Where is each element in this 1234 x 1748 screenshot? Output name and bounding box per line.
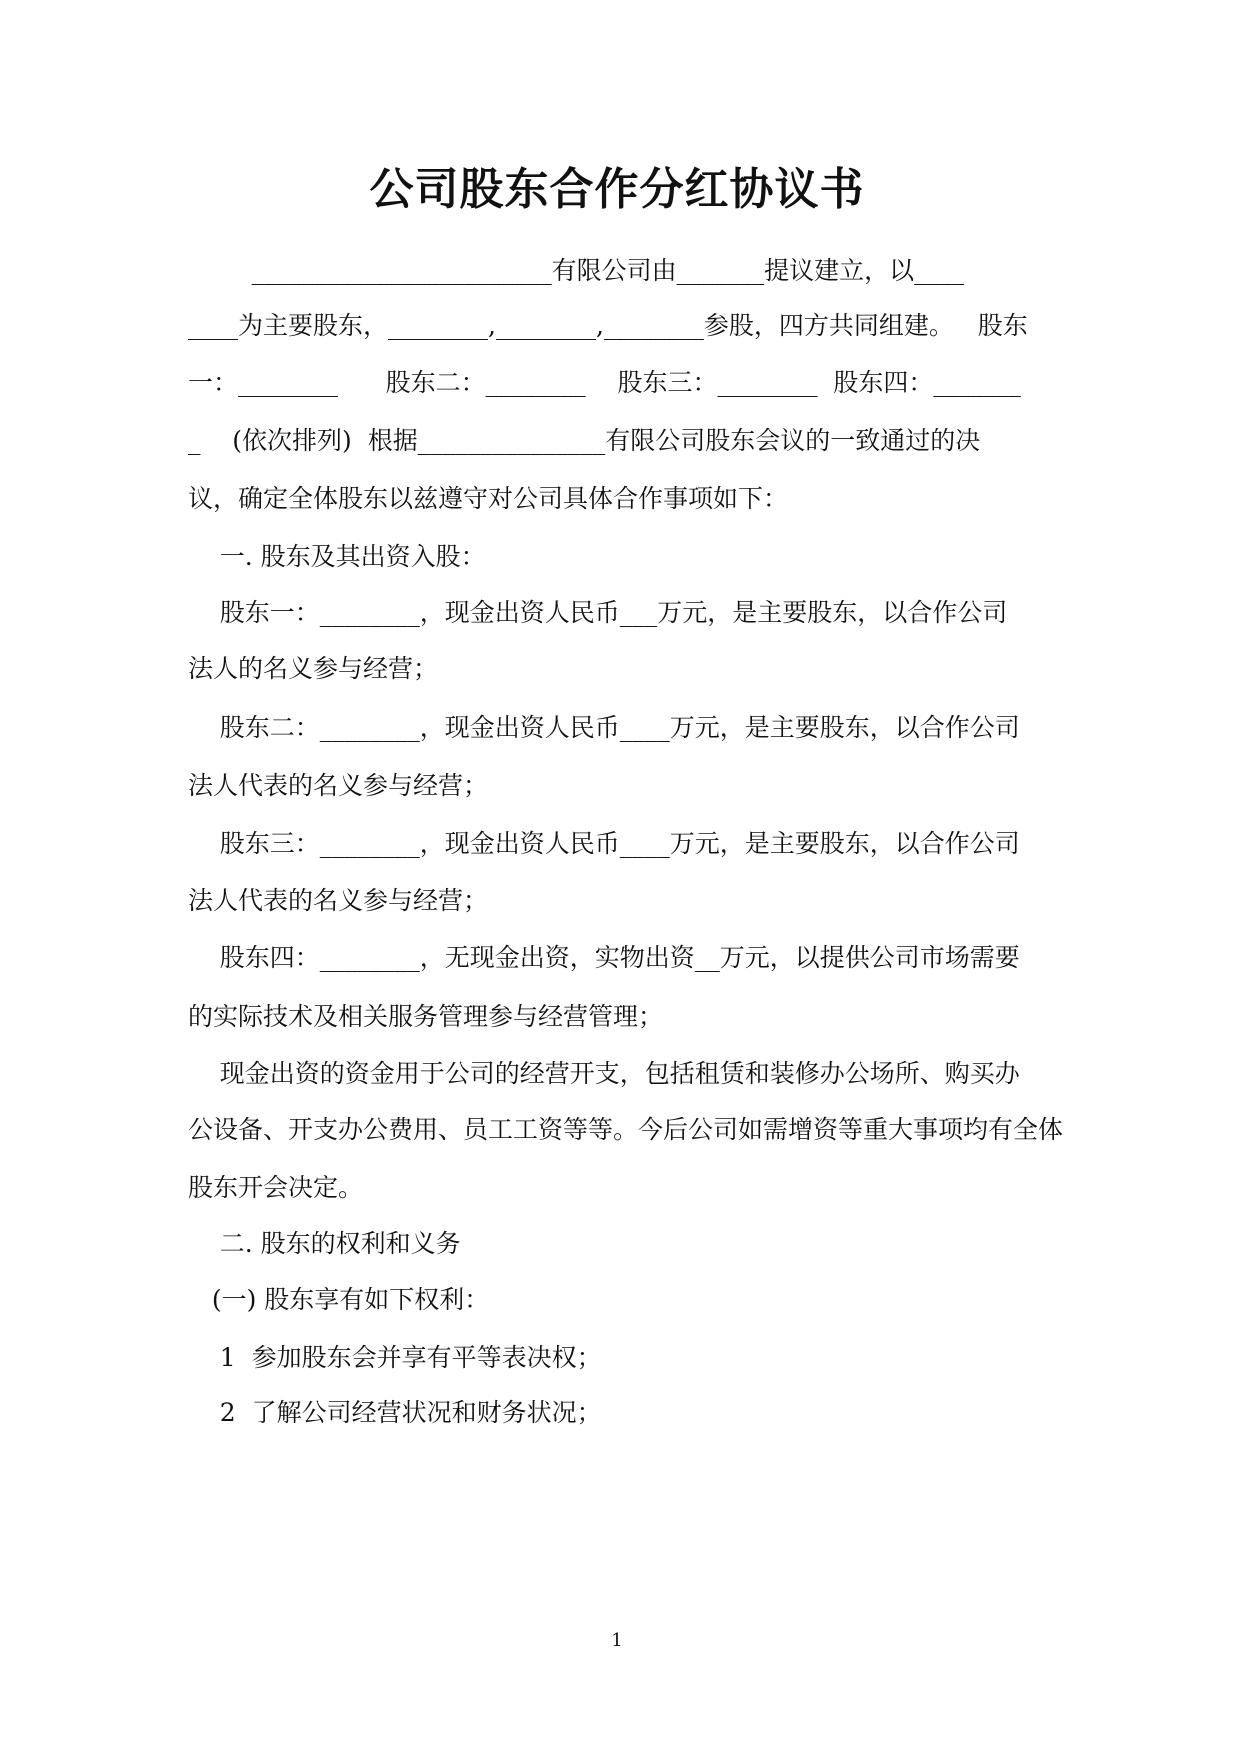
section-heading: 二. 股东的权利和义务 [188,1229,461,1258]
subsection-heading: (一) 股东享有如下权利： [188,1285,490,1314]
page-number: 1 [611,1630,623,1651]
paragraph-line: 现金出资的资金用于公司的经营开支，包括租赁和装修办公场所、购买办 [188,1059,1020,1088]
paragraph-line: 法人代表的名义参与经营； [188,771,489,800]
paragraph-line: 议，确定全体股东以兹遵守对公司具体合作事项如下： [188,484,789,513]
list-item: 1 参加股东会并享有平等表决权； [188,1343,602,1372]
paragraph-line: 公设备、开支办公费用、员工工资等等。今后公司如需增资等重大事项均有全体 [188,1115,1064,1144]
paragraph-line: 股东开会决定。 [188,1173,364,1202]
paragraph-line: 股东一：________，现金出资人民币___万元，是主要股东，以合作公司 [188,598,1008,627]
list-item: 2 了解公司经营状况和财务状况； [188,1398,602,1427]
paragraph-line: 的实际技术及相关服务管理参与经营管理； [188,1002,664,1031]
paragraph-line: _ (依次排列) 根据_______________有限公司股东会议的一致通过的决 [188,426,981,455]
section-heading: 一. 股东及其出资入股： [188,542,486,571]
paragraph-line: ____为主要股东，________,________,________参股，四方共同组建。 股东 [188,311,1028,340]
paragraph-line: 股东二：________，现金出资人民币____万元，是主要股东，以合作公司 [188,713,1020,742]
paragraph-line: 法人的名义参与经营； [188,654,439,683]
paragraph-line: 股东三：________，现金出资人民币____万元，是主要股东，以合作公司 [188,829,1020,858]
document-title: 公司股东合作分红协议书 [369,164,865,215]
paragraph-line: ________________________有限公司由_______提议建立，以____ [188,256,965,285]
paragraph-line: 法人代表的名义参与经营； [188,886,489,915]
paragraph-line: 股东四：________，无现金出资，实物出资__万元，以提供公司市场需要 [188,943,1020,972]
paragraph-line: 一：________ 股东二：________ 股东三：________ 股东四：_______ [188,368,1021,397]
